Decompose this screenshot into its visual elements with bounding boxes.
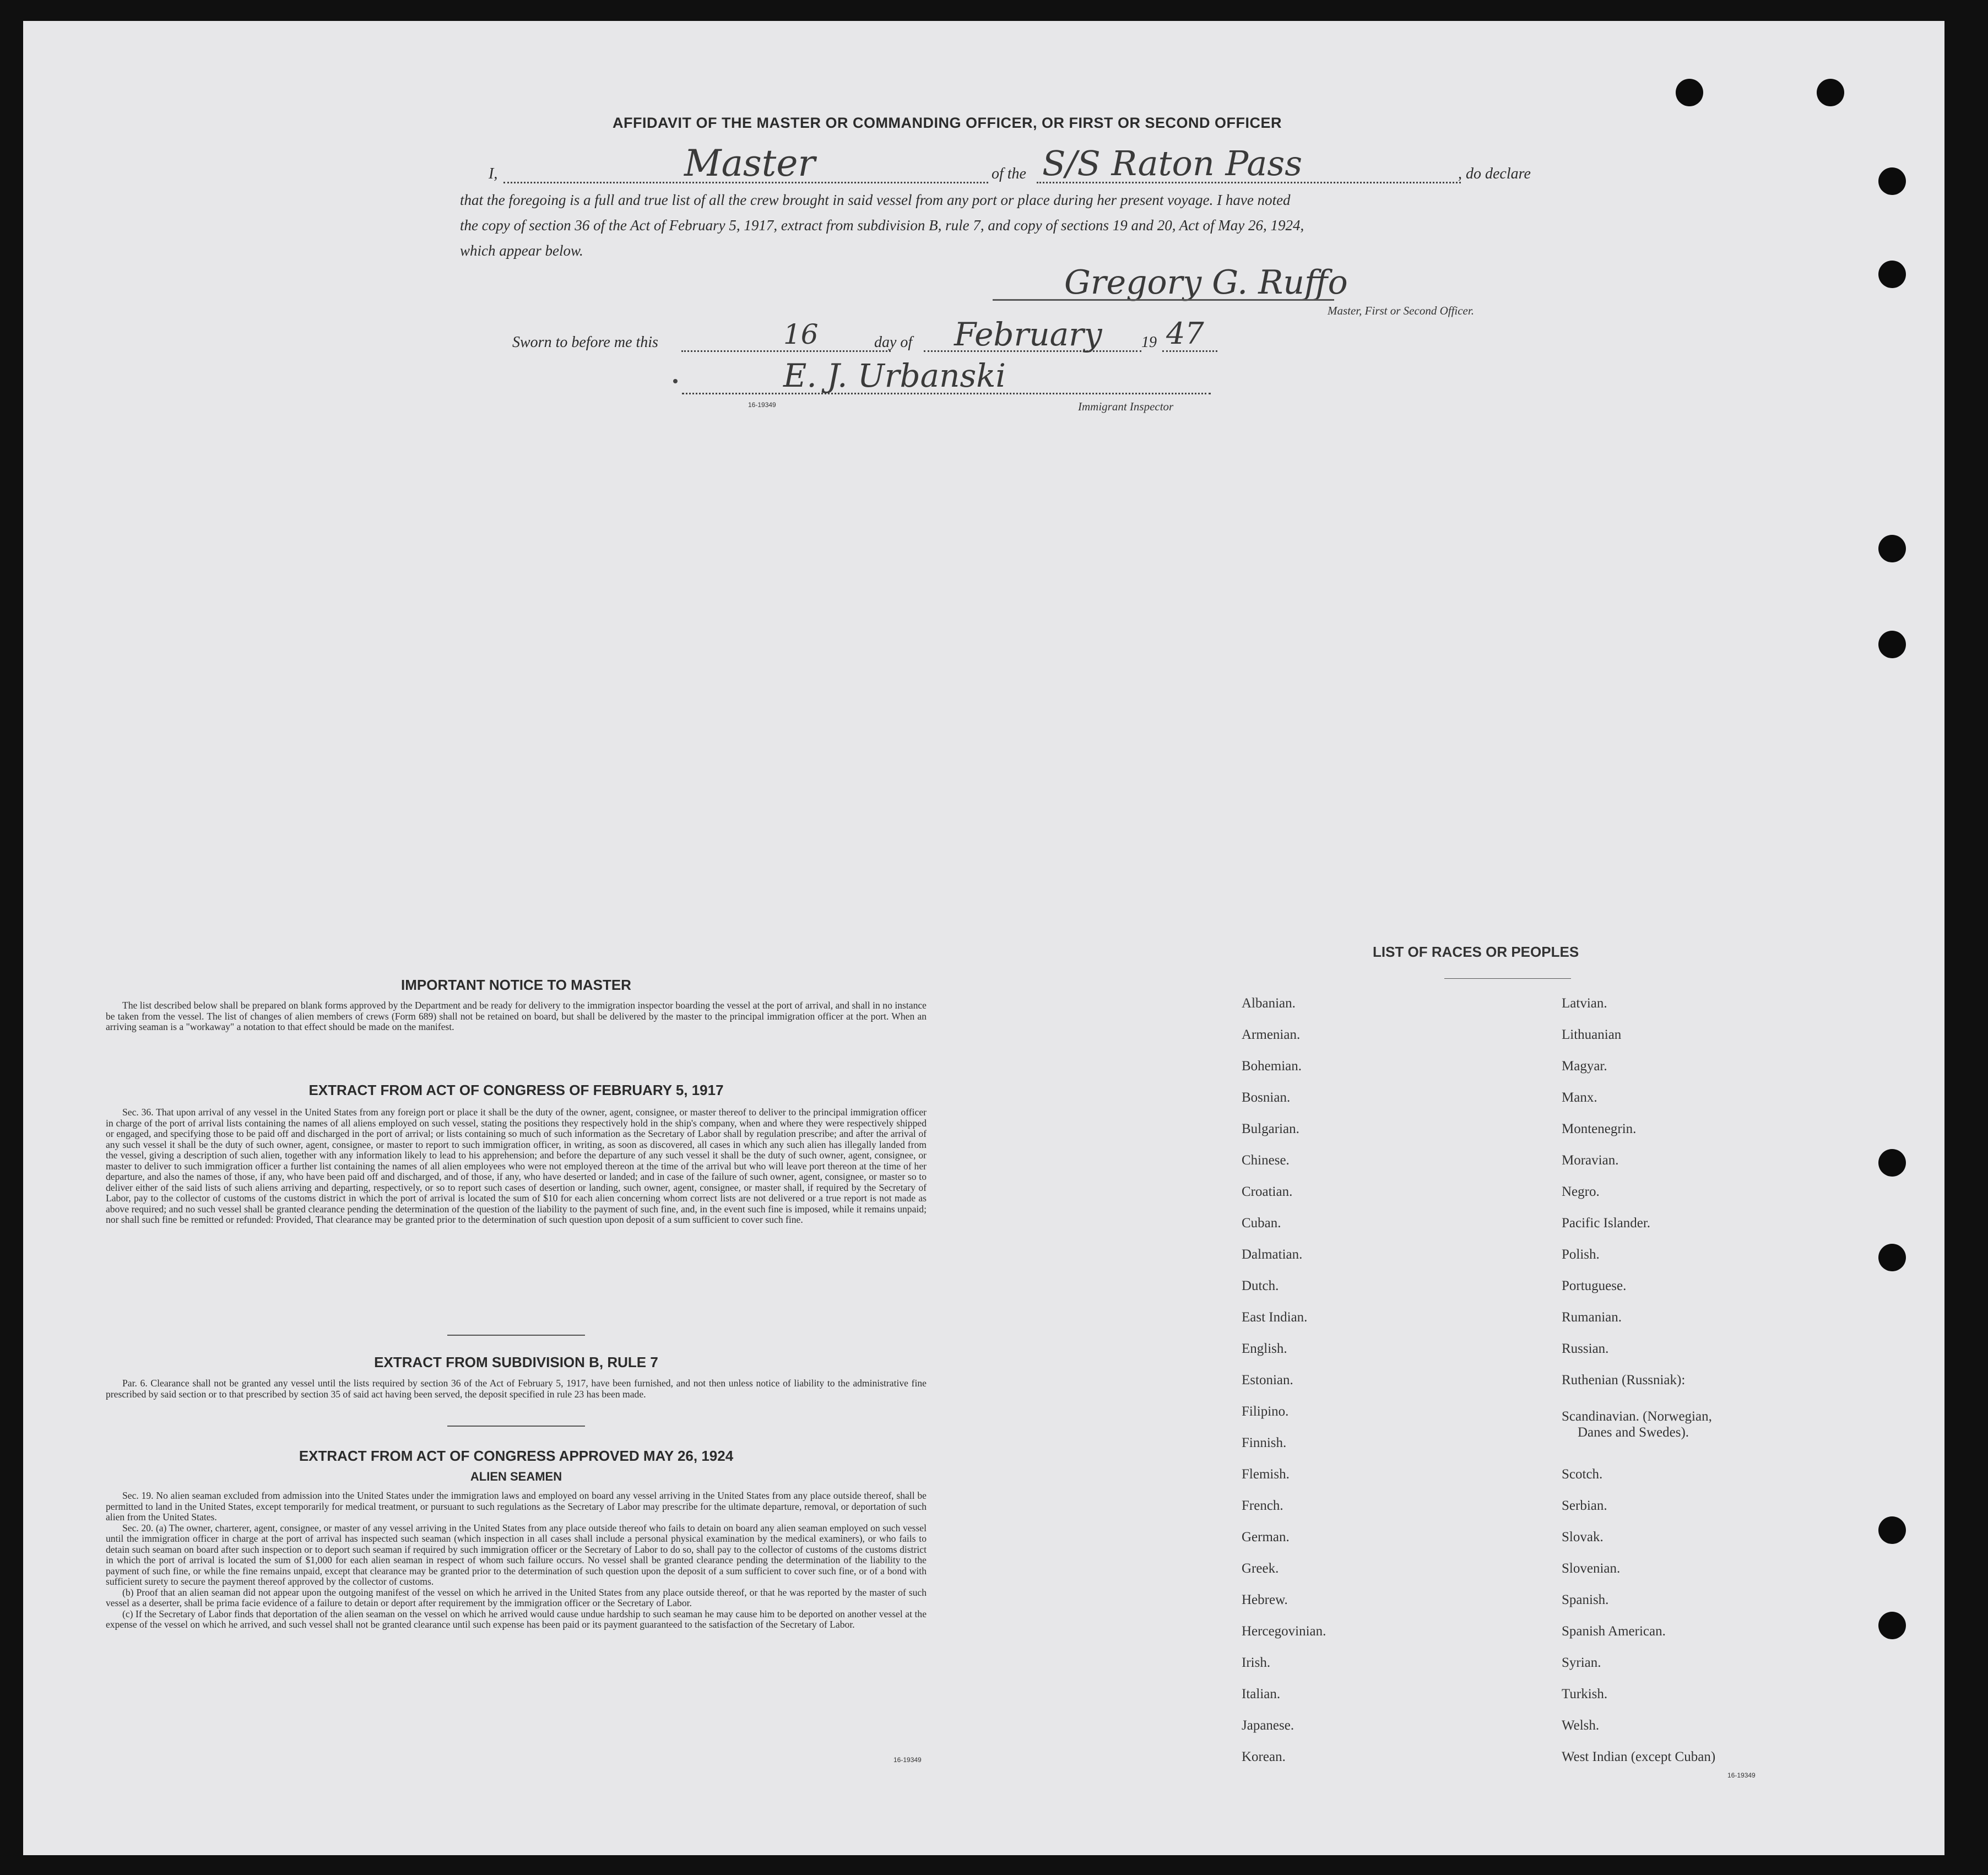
race-right: West Indian (except Cuban): [1562, 1749, 1716, 1764]
declaration-line-1: that the foregoing is a full and true list of all the crew brought in said vessel from any port or place during her present voyage. I have noted: [460, 192, 1291, 208]
race-right: Russian.: [1562, 1341, 1609, 1356]
officer-signature-line: [993, 299, 1334, 301]
section-divider: [447, 1426, 585, 1427]
punch-hole: [1878, 535, 1906, 562]
extract-form-number: 16-19349: [893, 1756, 922, 1764]
alien-seamen-subtitle: ALIEN SEAMEN: [470, 1470, 562, 1483]
race-left: Cuban.: [1242, 1216, 1281, 1231]
races-form-number: 16-19349: [1727, 1771, 1756, 1779]
officer-signature-caption: Master, First or Second Officer.: [1328, 304, 1474, 317]
race-left: Estonian.: [1242, 1373, 1293, 1388]
sec20c-paragraph: (c) If the Secretary of Labor finds that deportation of the alien seaman on the vessel on which he arrived would cause undue hardship to such seaman he may cause him to be deported on another vessel at the expense of the vessel on which he arrived, and such vessel shall not be granted clearance until such expense has been paid or its payment guaranteed to the satisfaction of the Secretary of Labor.: [106, 1608, 927, 1630]
affidavit-form-number: 16-19349: [748, 401, 776, 409]
race-right: Danes and Swedes).: [1578, 1425, 1689, 1440]
punch-hole: [1878, 1516, 1906, 1544]
punch-hole: [1817, 79, 1844, 106]
race-left: Korean.: [1242, 1749, 1286, 1764]
race-left: East Indian.: [1242, 1310, 1308, 1325]
rule7-text: [106, 1378, 927, 1400]
race-right: Manx.: [1562, 1090, 1597, 1105]
race-left: German.: [1242, 1530, 1290, 1545]
par6-paragraph: Par. 6. Clearance shall not be granted any vessel until the lists required by section 36 of the Act of February 5, 1917, have been furnished, and not then unless notice of liability to the administrative fine prescribed by said section or to that prescribed by section 35 of said act having been served, the deposit specified in rule 23 has been made.: [106, 1378, 927, 1400]
sworn-label: Sworn to before me this: [512, 334, 658, 351]
sworn-day-line: [681, 350, 891, 352]
race-right: Serbian.: [1562, 1498, 1607, 1513]
race-left: Bohemian.: [1242, 1059, 1302, 1074]
race-left: Dalmatian.: [1242, 1247, 1303, 1262]
punch-hole: [1676, 79, 1703, 106]
race-right: Lithuanian: [1562, 1027, 1622, 1042]
punch-hole: [1878, 167, 1906, 195]
race-left: Filipino.: [1242, 1404, 1289, 1419]
notice-paragraph: The list described below shall be prepared on blank forms approved by the Department and be ready for delivery to the immigration inspector boarding the vessel at the port of arrival, and shall in no instance be taken from the vessel. The list of changes of alien members of crews (Form 689) shall not be retained on board, but shall be delivered by the master to the principal immigration officer at the port. When an arriving seaman is a "workaway" a notation to that effect should be made on the manifest.: [106, 1000, 927, 1032]
bullet-mark: [673, 379, 678, 383]
notice-title: IMPORTANT NOTICE TO MASTER: [401, 977, 631, 993]
race-left: Albanian.: [1242, 996, 1296, 1011]
race-left: Bosnian.: [1242, 1090, 1291, 1105]
race-right: Rumanian.: [1562, 1310, 1622, 1325]
sworn-day-handwritten: 16: [783, 318, 819, 350]
punch-hole: [1878, 1612, 1906, 1639]
race-right: Moravian.: [1562, 1153, 1619, 1168]
extract-1917-title: EXTRACT FROM ACT OF CONGRESS OF FEBRUARY 5, 1917: [308, 1082, 724, 1098]
sec36-paragraph: Sec. 36. That upon arrival of any vessel in the United States from any foreign port or place it shall be the duty of the owner, agent, consignee, or master thereof to deliver to the principal immigration officer in charge of the port of arrival lists containing the names of all aliens employed on such vessel, stating the positions they respectively hold in the ship's company, when and where they were respectively shipped or engaged, and specifying those to be paid off and discharged in the port of arrival; or lists containing so much of such information as the Secretary of Labor shall by regulation prescribe; and after the arrival of any such vessel it shall be the duty of such owner, agent, consignee, or master to report to such immigration officer, in writing, as soon as discovered, all cases in which any such alien has illegally landed from the vessel, giving a description of such alien, together with any information likely to lead to his apprehension; and before the departure of any such vessel it shall be the duty of such owner, agent, consignee, or master to deliver to such immigration officer a further list containing the names of all alien employees who were not employed thereon at the time of the arrival but who will leave port thereon at the time of her departure, and also the names of those, if any, who have been paid off and discharged, and of those, if any, who have deserted or landed; and in case of the failure of such owner, agent, consignee, or master so to deliver either of the said lists of such aliens arriving and departing, respectively, or so to report such cases of desertion or landing, such owner, agent, consignee, or master shall, if required by the Secretary of Labor, pay to the collector of customs of the customs district in which the port of arrival is located the sum of $10 for each alien concerning whom correct lists are not delivered or a true report is not made as above required; and no such vessel shall be granted clearance pending the determination of the question of the liability to the payment of such fine, and, in the event such fine is imposed, while it remains unpaid; nor shall such fine be remitted or refunded: Provided, That clearance may be granted prior to the determination of such question upon deposit of a sum sufficient to cover such fine.: [106, 1107, 927, 1225]
race-right: Polish.: [1562, 1247, 1600, 1262]
race-left: Flemish.: [1242, 1467, 1290, 1482]
race-left: Croatian.: [1242, 1184, 1293, 1199]
do-declare-label: , do declare: [1458, 165, 1531, 182]
race-right: Scandinavian. (Norwegian,: [1562, 1409, 1712, 1424]
race-right: Pacific Islander.: [1562, 1216, 1651, 1231]
punch-hole: [1878, 1149, 1906, 1177]
races-title: LIST OF RACES OR PEOPLES: [1373, 944, 1579, 960]
punch-hole: [1878, 631, 1906, 658]
race-right: Ruthenian (Russniak):: [1562, 1373, 1686, 1388]
races-title-rule: [1444, 978, 1571, 979]
race-right: Magyar.: [1562, 1059, 1607, 1074]
sec19-paragraph: Sec. 19. No alien seaman excluded from admission into the United States under the immigration laws and employed on board any vessel arriving in the United States from any place outside thereof, shall be permitted to land in the United States, except temporarily for medical treatment, or pursuant to such regulations as the Secretary of Labor may prescribe for the ultimate departure, removal, or deportation of such alien from the United States.: [106, 1490, 927, 1522]
race-right: Spanish.: [1562, 1592, 1609, 1607]
race-right: Turkish.: [1562, 1687, 1608, 1701]
race-right: Syrian.: [1562, 1655, 1601, 1670]
extract-1924-text: [106, 1491, 927, 1630]
sec20b-paragraph: (b) Proof that an alien seaman did not appear upon the outgoing manifest of the vessel on which he arrived in the United States from any place outside thereof, or that he was reported by the master of such vessel as a deserter, shall be prima facie evidence of a failure to detain or deport after requirement by the immigration officer or the Secretary of Labor.: [106, 1586, 927, 1608]
inspector-caption: Immigrant Inspector: [1078, 400, 1174, 413]
year-handwritten: 47: [1166, 316, 1204, 351]
declaration-line-2: the copy of section 36 of the Act of February 5, 1917, extract from subdivision B, rule 7, and copy of sections 19 and 20, Act of May 26, 1924,: [460, 217, 1304, 234]
day-of-label: day of: [874, 334, 913, 351]
extract-1924-title: EXTRACT FROM ACT OF CONGRESS APPROVED MAY 26, 1924: [299, 1448, 734, 1464]
race-right: Negro.: [1562, 1184, 1600, 1199]
race-left: Greek.: [1242, 1561, 1279, 1576]
race-right: Spanish American.: [1562, 1624, 1666, 1639]
race-right: Scotch.: [1562, 1467, 1603, 1482]
race-left: Chinese.: [1242, 1153, 1290, 1168]
year-prefix: 19: [1141, 334, 1157, 351]
race-left: Hebrew.: [1242, 1592, 1288, 1607]
declaration-line-3: which appear below.: [460, 242, 583, 259]
punch-hole: [1878, 261, 1906, 288]
race-left: Hercegovinian.: [1242, 1624, 1326, 1639]
extract-1917-text: [106, 1107, 927, 1226]
race-right: Slovak.: [1562, 1530, 1604, 1545]
vessel-name-handwritten: S/S Raton Pass: [1042, 143, 1303, 183]
race-left: Bulgarian.: [1242, 1121, 1299, 1136]
race-left: Italian.: [1242, 1687, 1281, 1701]
race-left: English.: [1242, 1341, 1287, 1356]
race-left: Irish.: [1242, 1655, 1271, 1670]
sworn-month-handwritten: February: [954, 316, 1102, 353]
officer-rank-handwritten: Master: [684, 142, 815, 185]
i-label: I,: [489, 165, 498, 182]
race-left: Finnish.: [1242, 1435, 1287, 1450]
officer-signature: Gregory G. Ruffo: [1064, 263, 1348, 302]
race-right: Welsh.: [1562, 1718, 1600, 1733]
punch-hole: [1878, 1244, 1906, 1271]
section-divider: [447, 1335, 585, 1336]
race-right: Montenegrin.: [1562, 1121, 1637, 1136]
race-right: Latvian.: [1562, 996, 1607, 1011]
notice-text: [106, 1000, 927, 1033]
sec20a-paragraph: Sec. 20. (a) The owner, charterer, agent, consignee, or master of any vessel arriving in the United States from any place outside thereof who fails to detain on board any alien seaman employed on such vessel until the immigration officer in charge at the port of arrival has inspected such seaman (which inspection in all cases shall include a personal physical examination by the medical examiners), or who fails to detain such seaman on board after such inspection or to deport such seaman if required by such immigration officer or the Secretary of Labor to do so, shall pay to the collector of customs of the customs district in which the port of arrival is located the sum of $1,000 for each alien seaman in respect of whom such failure occurs. No vessel shall be granted clearance pending the determination of the liability to the payment of such fine, or while the fine remains unpaid, except that clearance may be granted prior to the determination of such question upon the deposit of a sum sufficient to cover such fine, or of a bond with sufficient surety to secure the payment thereof approved by the collector of customs.: [106, 1522, 927, 1587]
race-left: Japanese.: [1242, 1718, 1294, 1733]
document-page: [23, 21, 1944, 1855]
race-right: Portuguese.: [1562, 1278, 1627, 1293]
rule7-title: EXTRACT FROM SUBDIVISION B, RULE 7: [374, 1354, 658, 1370]
race-right: Slovenian.: [1562, 1561, 1621, 1576]
race-left: Dutch.: [1242, 1278, 1279, 1293]
race-left: Armenian.: [1242, 1027, 1301, 1042]
inspector-signature: E. J. Urbanski: [783, 357, 1006, 394]
race-left: French.: [1242, 1498, 1283, 1513]
of-the-label: of the: [992, 165, 1026, 182]
affidavit-title: AFFIDAVIT OF THE MASTER OR COMMANDING OFFICER, OR FIRST OR SECOND OFFICER: [613, 115, 1282, 131]
